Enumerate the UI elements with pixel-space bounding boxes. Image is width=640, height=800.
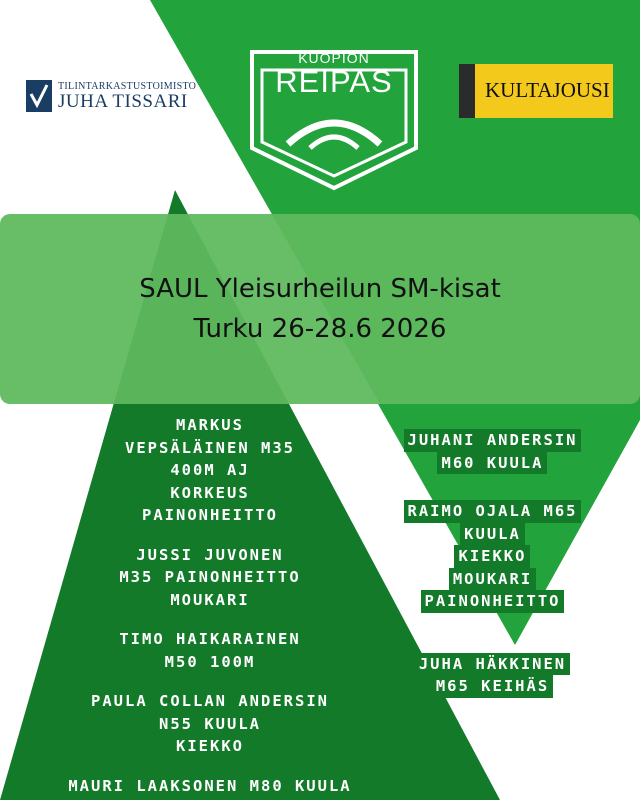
athlete-entry <box>115 544 304 612</box>
kuopion-reipas-logo <box>248 44 420 192</box>
athlete-line: JUHANI ANDERSIN <box>404 429 582 452</box>
athlete-entry <box>115 628 304 673</box>
athlete-line: KORKEUS <box>166 482 253 505</box>
athlete-line: M65 KEIHÄS <box>432 675 553 698</box>
athlete-entry <box>121 414 299 527</box>
athlete-line: PAULA COLLAN ANDERSIN <box>87 690 333 713</box>
reipas-line2: REIPAS <box>275 64 393 99</box>
athlete-line: KUULA <box>460 523 525 546</box>
logo-name: JUHA TISSARI <box>58 91 188 112</box>
athlete-entry <box>64 775 355 798</box>
reipas-line1: KUOPION <box>298 50 370 66</box>
logo-small-text: TILINTARKASTUSTOIMISTO <box>58 81 197 92</box>
athlete-line: M50 100M <box>161 651 260 674</box>
athlete-line: PAINONHEITTO <box>138 504 282 527</box>
juha-tissari-logo <box>26 80 202 116</box>
athlete-line: VEPSÄLÄINEN M35 <box>121 437 299 460</box>
athlete-line: RAIMO OJALA M65 <box>404 500 582 523</box>
athlete-line: MARKUS <box>172 414 248 437</box>
kultajousi-text: KULTAJOUSI <box>485 78 610 102</box>
athletes-left-column <box>35 414 385 797</box>
athlete-entry <box>404 500 582 613</box>
athlete-line: M35 PAINONHEITTO <box>115 566 304 589</box>
event-subtitle: Turku 26-28.6 2026 <box>193 314 447 344</box>
athlete-line: 400M AJ <box>166 459 253 482</box>
athlete-entry <box>87 690 333 758</box>
athlete-line: KIEKKO <box>454 545 530 568</box>
athlete-line: MAURI LAAKSONEN M80 KUULA <box>64 775 355 798</box>
athlete-line: JUHA HÄKKINEN <box>415 653 570 676</box>
athlete-line: TIMO HAIKARAINEN <box>115 628 304 651</box>
athlete-line: KIEKKO <box>172 735 248 758</box>
athlete-line: PAINONHEITTO <box>421 590 565 613</box>
athlete-line: N55 KUULA <box>155 713 265 736</box>
check-mark-icon <box>26 80 52 112</box>
athlete-line: M60 KUULA <box>437 452 547 475</box>
event-title: SAUL Yleisurheilun SM-kisat <box>139 274 501 304</box>
athlete-line: MOUKARI <box>166 589 253 612</box>
athlete-line: JUSSI JUVONEN <box>132 544 287 567</box>
kultajousi-logo <box>459 64 613 118</box>
athlete-entry <box>404 429 582 474</box>
athlete-line: MOUKARI <box>449 568 536 591</box>
athletes-right-column <box>360 429 625 698</box>
athlete-entry <box>415 653 570 698</box>
